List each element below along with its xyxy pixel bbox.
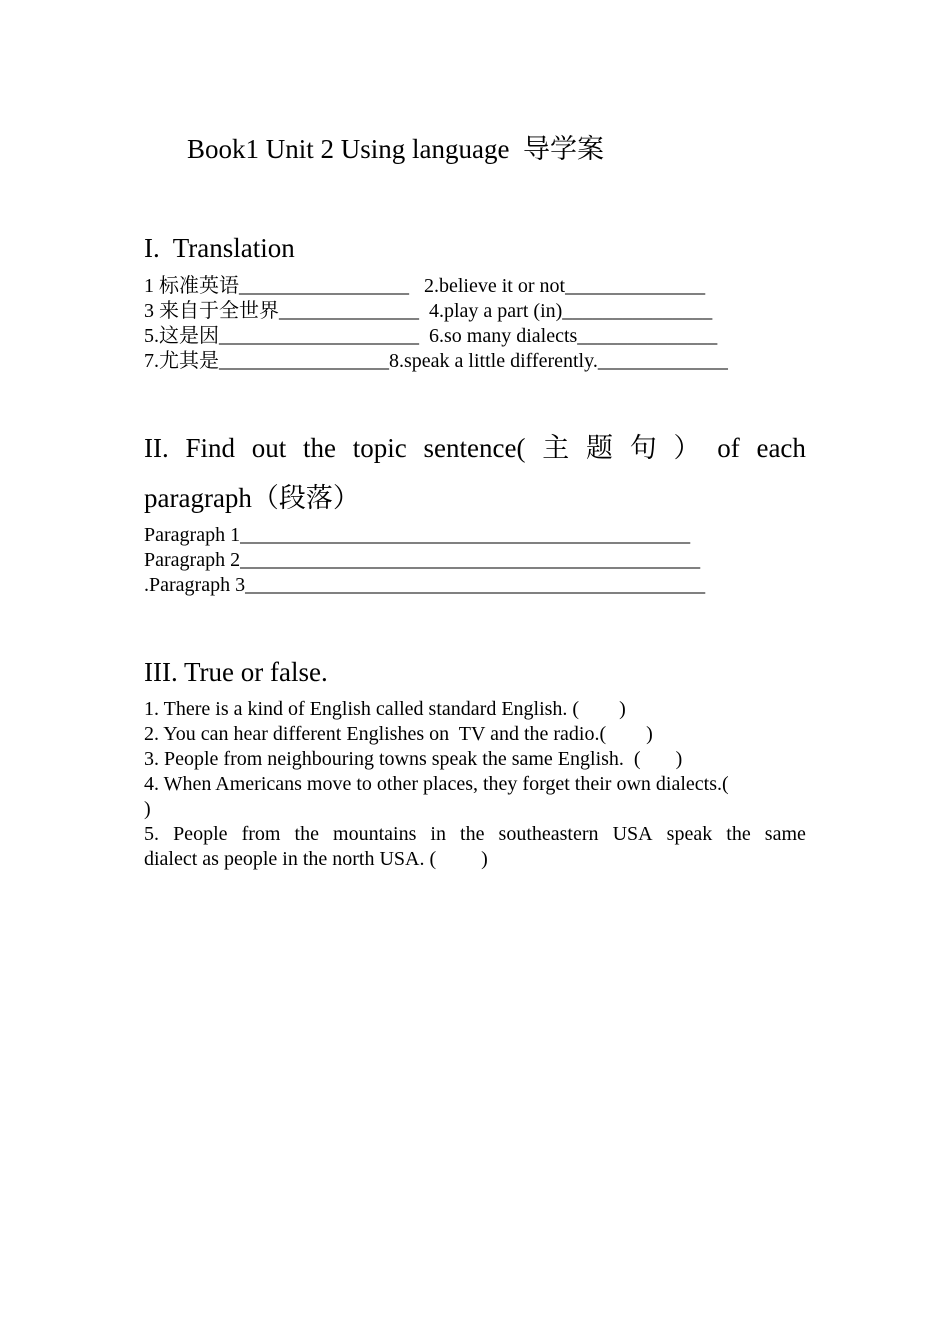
heading-word: ） (673, 433, 701, 463)
paragraph-line: Paragraph 2______________________________________________ (144, 549, 701, 571)
item-word: mountains (333, 823, 417, 845)
item-word: in (430, 823, 446, 845)
item-word: from (241, 823, 281, 845)
item-word: People (173, 823, 228, 845)
section-heading-true-false: III. True or false. (144, 657, 328, 687)
translation-line: 1 标准英语_________________ 2.believe it or not______________ (144, 275, 706, 297)
heading-word: each (756, 433, 806, 463)
true-false-item-cont: dialect as people in the north USA. ( ) (144, 848, 488, 870)
translation-line: 5.这是因____________________ 6.so many dialects______________ (144, 325, 718, 347)
section-heading-translation: I. Translation (144, 233, 295, 263)
true-false-item: 1. There is a kind of English called standard English. ( ) (144, 698, 626, 720)
item-word: 5. (144, 823, 159, 845)
item-word: USA (612, 823, 653, 845)
item-word: the (460, 823, 485, 845)
paragraph-line: .Paragraph 3______________________________________________ (144, 574, 706, 596)
heading-word: of (717, 433, 740, 463)
true-false-item: 4. When Americans move to other places, they forget their own dialects.( (144, 773, 729, 795)
item-word: the (726, 823, 751, 845)
heading-word: 句 (629, 433, 657, 463)
true-false-item: 2. You can hear different Englishes on TV and the radio.( ) (144, 723, 653, 745)
section-heading-topic-sentence-cont: paragraph（段落） (144, 483, 360, 513)
heading-word: topic (352, 433, 407, 463)
heading-word: II. (144, 433, 169, 463)
item-word: speak (666, 823, 713, 845)
heading-word: 主 (542, 433, 570, 463)
section-heading-topic-sentence (144, 430, 806, 466)
translation-line: 3 来自于全世界______________ 4.play a part (in)_______________ (144, 300, 713, 322)
true-false-item: 3. People from neighbouring towns speak the same English. ( ) (144, 748, 683, 770)
translation-line: 7.尤其是_________________8.speak a little differently._____________ (144, 350, 728, 372)
heading-word: 题 (585, 433, 613, 463)
item-word: the (294, 823, 319, 845)
item-word: southeastern (498, 823, 599, 845)
document-title: Book1 Unit 2 Using language 导学案 (187, 134, 604, 164)
heading-word: out (251, 433, 287, 463)
true-false-item-cont: ) (144, 798, 151, 820)
item-word: same (764, 823, 806, 845)
heading-word: the (303, 433, 337, 463)
heading-word: Find (185, 433, 236, 463)
heading-word: sentence( (423, 433, 526, 463)
true-false-item (144, 822, 806, 847)
paragraph-line: Paragraph 1_____________________________________________ (144, 524, 691, 546)
